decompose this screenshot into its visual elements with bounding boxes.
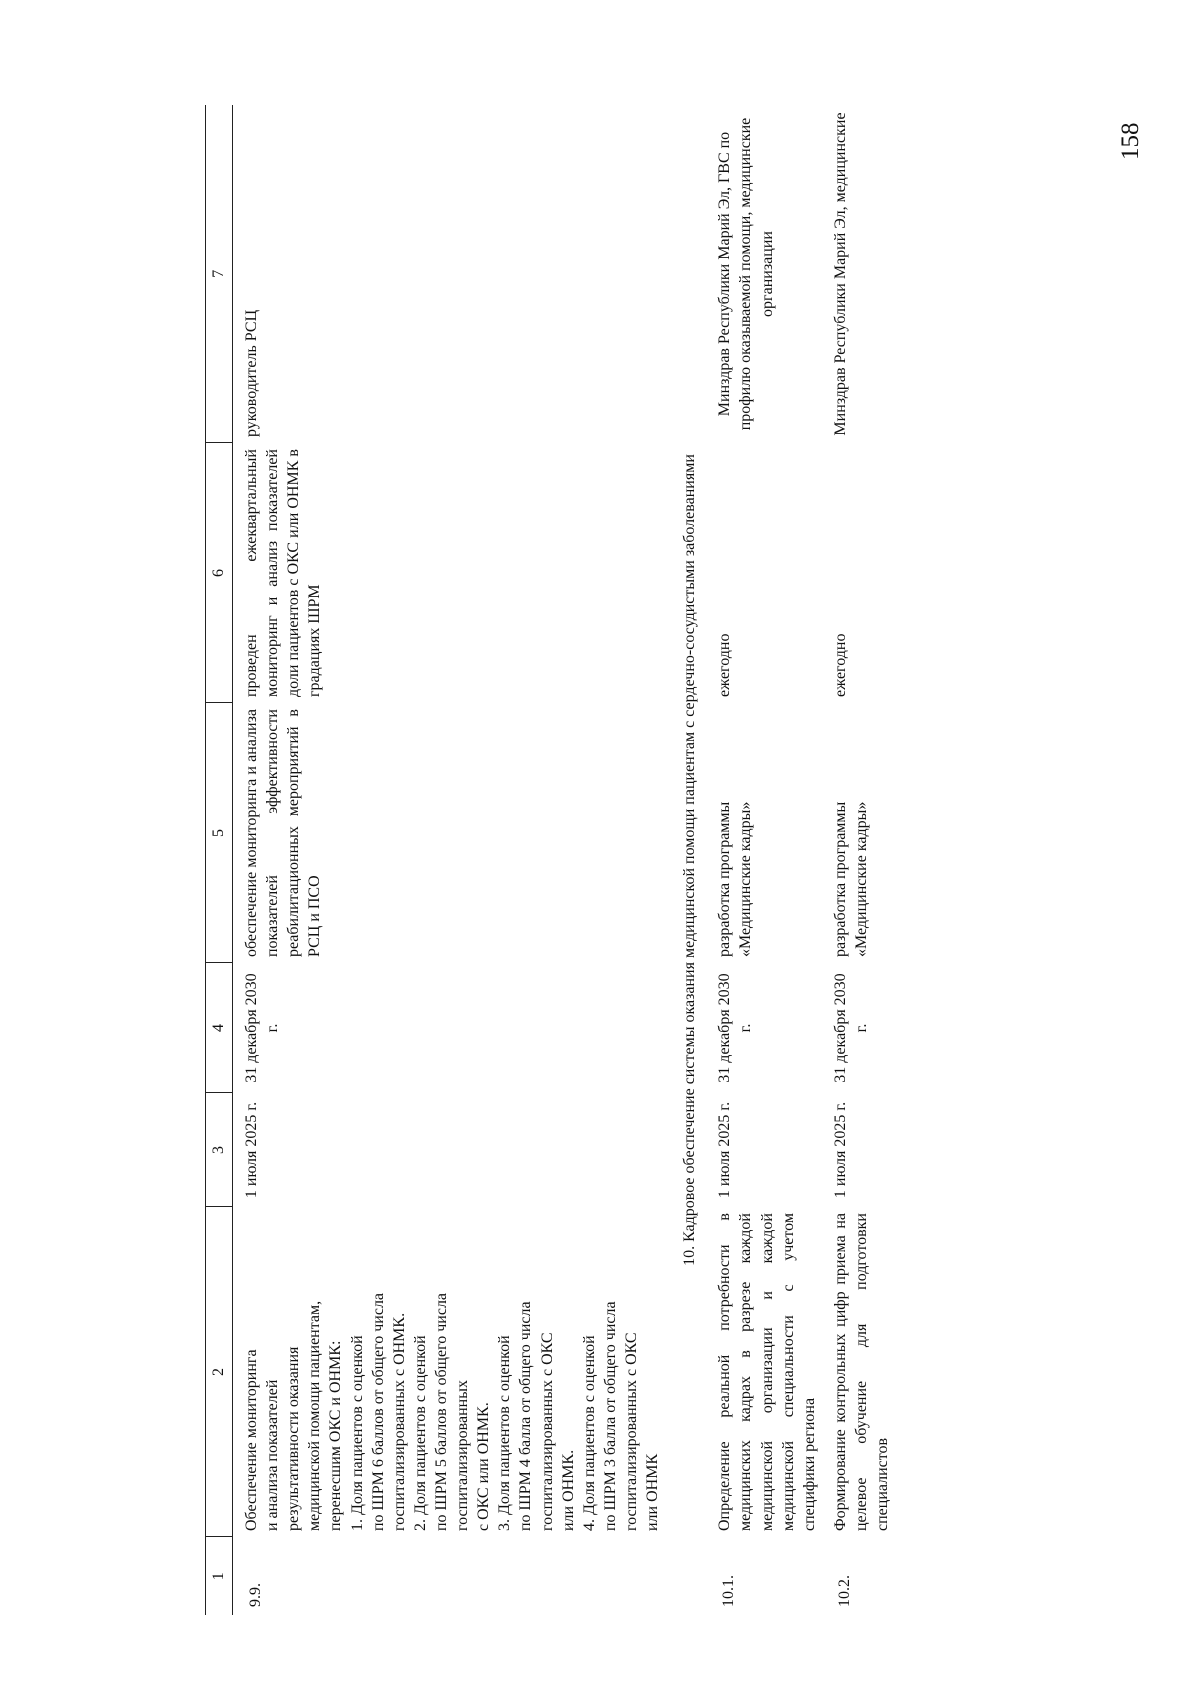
expected-result: разработка программы «Медицинские кадры» [831, 801, 870, 957]
measure-description: Формирование контрольных цифр приема на целевое обучение для подготовки специалистов [831, 1213, 892, 1531]
column-number: 4 [206, 963, 233, 1093]
row-number: 9.9. [247, 1583, 264, 1607]
column-number-row [206, 105, 233, 1615]
responsible: Минздрав Республики Марий Эл, медицинские [831, 112, 849, 436]
column-number: 2 [206, 1207, 233, 1537]
description-line: с ОКС или ОНМК. [475, 1402, 493, 1531]
description-line: по ШРМ 4 балла от общего числа [517, 1301, 535, 1531]
table-row [239, 105, 665, 1615]
column-number: 7 [206, 105, 233, 443]
responsible: руководитель РСЦ [243, 309, 260, 437]
start-date: 1 июля 2025 г. [831, 1101, 849, 1199]
measures-table [205, 105, 895, 1615]
row-number: 10.1. [720, 1575, 738, 1607]
description-line: по ШРМ 6 баллов от общего числа [369, 1292, 387, 1531]
expected-result: разработка программы «Медицинские кадры» [716, 801, 755, 957]
description-line: перенесшим ОКС и ОНМК: [327, 1340, 345, 1531]
description-line: по ШРМ 3 балла от общего числа [601, 1301, 619, 1531]
description-line: 2. Доля пациентов с оценкой [411, 1335, 429, 1531]
description-line: медицинской помощи пациентам, [306, 1300, 324, 1531]
table-row [828, 105, 895, 1615]
end-date: 31 декабря 2030 г. [831, 973, 870, 1083]
column-number: 6 [206, 443, 233, 703]
section-title: 10. Кадровое обеспечение системы оказания медицинской помощи пациентам с сердечно-сосудистыми заболеваниями [681, 454, 699, 1266]
page-number: 158 [1117, 122, 1144, 160]
description-line: по ШРМ 5 баллов от общего числа [432, 1292, 450, 1531]
end-date: 31 декабря 2030 г. [243, 973, 282, 1083]
description-line: и анализа показателей [264, 1379, 282, 1531]
column-number: 5 [206, 703, 233, 963]
start-date: 1 июля 2025 г. [243, 1101, 260, 1199]
responsible: Минздрав Республики Марий Эл, ГВС по профилю оказываемой помощи, медицинские организации [716, 117, 776, 431]
description-line: 4. Доля пациентов с оценкой [580, 1335, 598, 1531]
start-date: 1 июля 2025 г. [716, 1101, 734, 1199]
control-indicator: ежегодно [831, 633, 849, 697]
description-line: госпитализированных с ОКС [622, 1332, 640, 1531]
description-line: госпитализированных с ОКС [538, 1332, 556, 1531]
measures-table-sheet [205, 105, 1065, 1615]
control-indicator: проведен ежеквартальный мониторинг и анализ показателей доли пациентов с ОКС или ОНМК в градациях ШРМ [243, 449, 324, 697]
column-number: 3 [206, 1093, 233, 1207]
measure-description: Определение реальной потребности в медицинских кадрах в разрезе каждой медицинской организации и каждой медицинской специальности с учетом специфики региона [716, 1213, 818, 1531]
table-row [712, 105, 822, 1615]
expected-result: обеспечение мониторинга и анализа показателей эффективности реабилитационных мероприятий в РСЦ и ПСО [243, 709, 324, 957]
description-line: результативности оказания [285, 1346, 303, 1531]
section-heading-row [665, 105, 712, 1615]
description-line: Обеспечение мониторинга [243, 1349, 260, 1531]
row-number: 10.2. [835, 1575, 853, 1607]
description-line: госпитализированных [454, 1380, 472, 1531]
end-date: 31 декабря 2030 г. [716, 973, 755, 1083]
description-line: госпитализированных с ОНМК. [390, 1312, 408, 1531]
measure-description [239, 1207, 665, 1537]
description-line: или ОНМК. [559, 1449, 577, 1531]
column-number: 1 [206, 1537, 233, 1615]
description-line: 1. Доля пациентов с оценкой [348, 1335, 366, 1531]
control-indicator: ежегодно [716, 633, 734, 697]
description-line: или ОНМК [644, 1453, 662, 1531]
description-line: 3. Доля пациентов с оценкой [496, 1335, 514, 1531]
